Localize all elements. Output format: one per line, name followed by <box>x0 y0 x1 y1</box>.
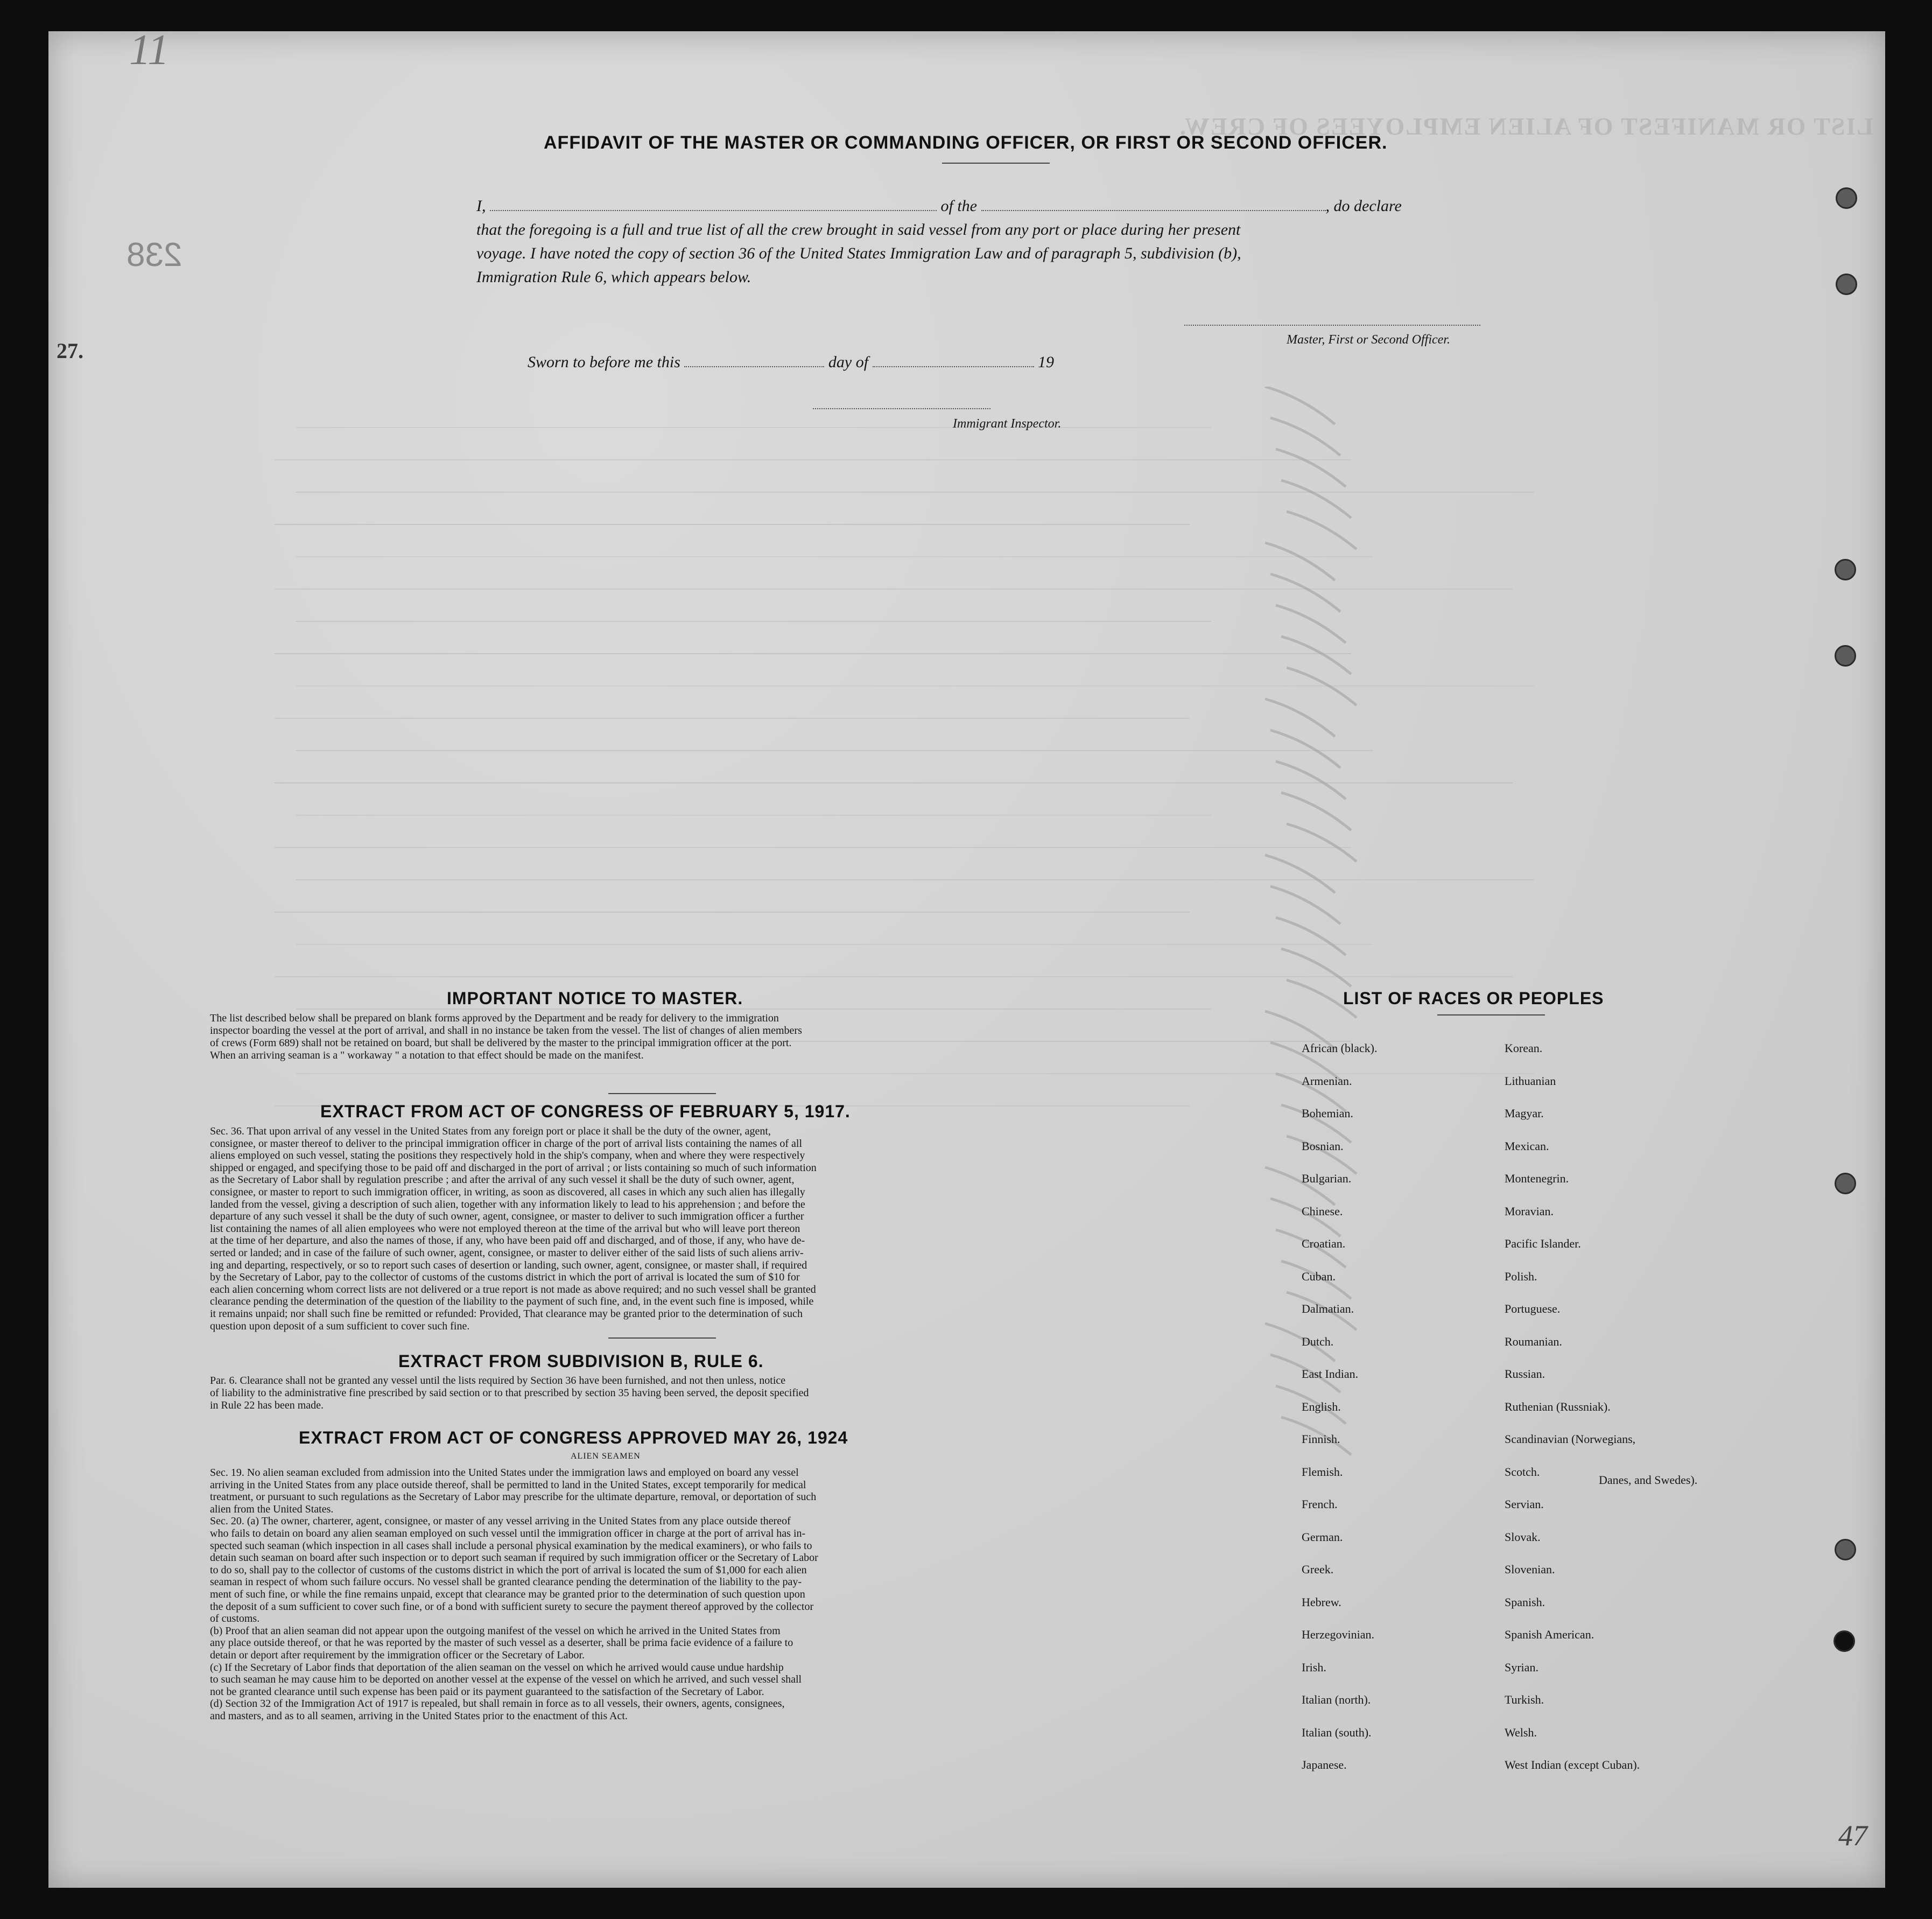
paragraph-line: detain such seaman on board after such inspection or to deport such seaman if required by such immigration officer or the Secretary of Labor <box>210 1552 818 1564</box>
paragraph-line: serted or landed; and in case of the failure of such owner, agent, consignee, or master to deliver either of the said lists of such aliens arriv- <box>210 1246 804 1259</box>
race-item: Magyar. <box>1505 1106 1544 1120</box>
margin-mark-left: 27. <box>57 339 83 363</box>
notice-title: IMPORTANT NOTICE TO MASTER. <box>447 989 743 1008</box>
margin-mark-top: 11 <box>129 26 170 74</box>
affidavit-line-2: that the foregoing is a full and true list of all the crew brought in said vessel from any port or place during her present <box>476 221 1241 239</box>
master-signature-line[interactable] <box>1184 325 1480 326</box>
officer-name-field[interactable] <box>490 210 937 211</box>
race-item: Spanish. <box>1505 1595 1545 1609</box>
sworn-line <box>528 353 1054 372</box>
paragraph-line: treatment, or pursuant to such regulations as the Secretary of Labor may prescribe for the ultimate departure, removal, or deportation of such <box>210 1491 817 1503</box>
race-item: Polish. <box>1505 1269 1537 1283</box>
paragraph-line: clearance pending the determination of the question of the liability to the payment of such fine, and, in the event such fine is imposed, while <box>210 1295 814 1308</box>
race-item: Japanese. <box>1302 1758 1347 1771</box>
paragraph-line: departure of any such vessel it shall be the duty of such owner, agent, consignee, or master to deliver to such immigration officer a further <box>210 1210 804 1223</box>
race-item: Dalmatian. <box>1302 1302 1354 1315</box>
bleed-through-tick <box>1287 512 1357 549</box>
paragraph-line: as the Secretary of Labor shall by regulation prescribe ; and after the arrival of any such vessel it shall be the duty of such owner, agent, <box>210 1174 795 1186</box>
race-item: Danes, and Swedes). <box>1599 1473 1698 1487</box>
paragraph-line: inspector boarding the vessel at the port of arrival, and shall in no instance be taken from the vessel. The list of changes of alien members <box>210 1025 802 1036</box>
race-item: Greek. <box>1302 1563 1334 1576</box>
bleed-through-line <box>275 912 1190 913</box>
races-title: LIST OF RACES OR PEOPLES <box>1343 989 1604 1008</box>
paragraph-line: Sec. 20. (a) The owner, charterer, agent, consignee, or master of any vessel arriving in the United States from any place outside thereof <box>210 1515 791 1528</box>
paragraph-line: list containing the names of all alien employees who were not employed thereon at the time of the arrival but who will leave port thereon <box>210 1222 800 1235</box>
paragraph-line: When an arriving seaman is a " workaway " a notation to that effect should be made on the manifest. <box>210 1049 644 1061</box>
paragraph-line: question upon deposit of a sum sufficient to cover such fine. <box>210 1320 470 1332</box>
race-item: Herzegovinian. <box>1302 1628 1374 1641</box>
vessel-name-field[interactable] <box>981 210 1326 211</box>
document-sheet <box>48 26 1885 1888</box>
race-item: Chinese. <box>1302 1204 1343 1218</box>
race-item: Ruthenian (Russniak). <box>1505 1399 1611 1413</box>
paragraph-line: each alien concerning whom correct lists are not delivered or a true report is not made as above required; and no such vessel shall be granted <box>210 1283 816 1295</box>
margin-number: 238 <box>127 236 182 274</box>
race-item: Roumanian. <box>1505 1334 1562 1348</box>
paragraph-line: (c) If the Secretary of Labor finds that deportation of the alien seaman on the vessel on which he arrived would cause undue hardship <box>210 1661 784 1673</box>
race-item: Spanish American. <box>1505 1628 1594 1641</box>
paragraph-line: at the time of her departure, and also the names of those, if any, who have been paid off and discharged, and of those, if any, who have de- <box>210 1235 805 1247</box>
paragraph-line: of customs. <box>210 1613 260 1625</box>
act1924-body <box>210 1467 1050 1722</box>
binder-hole <box>1835 1173 1856 1194</box>
race-item: West Indian (except Cuban). <box>1505 1758 1640 1771</box>
race-item: Korean. <box>1505 1041 1543 1055</box>
paragraph-line: ment of such fine, or while the fine remains unpaid, except that clearance may be granted prior to the determination of such question upon <box>210 1588 805 1600</box>
race-item: Italian (north). <box>1302 1693 1371 1706</box>
race-item: Slovenian. <box>1505 1563 1555 1576</box>
paragraph-line: the deposit of a sum sufficient to cover such fine, or of a bond with sufficient surety to secure the payment thereof approved by the collector <box>210 1600 814 1613</box>
race-item: French. <box>1302 1497 1338 1511</box>
paragraph-line: shipped or engaged, and specifying those to be paid off and discharged in the port of arrival ; or lists containing so much of such information <box>210 1161 817 1174</box>
act1917-title: EXTRACT FROM ACT OF CONGRESS OF FEBRUARY 5, 1917. <box>320 1102 851 1121</box>
paragraph-line: to do so, shall pay to the collector of customs of the customs district in which the port of arrival is located the sum of $1,000 for each alien <box>210 1564 807 1576</box>
race-item: Armenian. <box>1302 1074 1352 1088</box>
paragraph-line: seaman in respect of whom such failure occurs. No vessel shall be granted clearance pending the determination of the liability to the pay- <box>210 1576 802 1588</box>
paragraph-line: detain or deport after requirement by the immigration officer or the Secretary of Labor. <box>210 1649 585 1661</box>
binder-hole <box>1835 559 1856 580</box>
paragraph-line: Sec. 19. No alien seaman excluded from admission into the United States under the immigration laws and employed on board any vessel <box>210 1467 799 1479</box>
binder-hole <box>1835 1539 1856 1560</box>
sworn-month-field[interactable] <box>873 366 1034 367</box>
race-item: African (black). <box>1302 1041 1378 1055</box>
bleed-through-line <box>275 524 1190 525</box>
paragraph-line: and masters, and as to all seamen, arriving in the United States prior to the enactment of this Act. <box>210 1710 628 1722</box>
race-item: Scandinavian (Norwegians, <box>1505 1432 1636 1446</box>
race-item: Mexican. <box>1505 1139 1549 1153</box>
paragraph-line: (d) Section 32 of the Immigration Act of 1917 is repealed, but shall remain in force as to all vessels, their owners, agents, consignees, <box>210 1698 785 1710</box>
master-signature-label: Master, First or Second Officer. <box>1287 333 1450 347</box>
race-item: Slovak. <box>1505 1530 1541 1544</box>
inspector-signature-label: Immigrant Inspector. <box>953 417 1062 431</box>
affidavit-line-4: Immigration Rule 6, which appears below. <box>476 268 751 286</box>
paragraph-line: of crews (Form 689) shall not be retained on board, but shall be delivered by the master to the principal immigration officer at the port. <box>210 1037 792 1049</box>
race-item: Russian. <box>1505 1367 1545 1381</box>
bleed-through-tick <box>1287 824 1357 862</box>
paragraph-line: it remains unpaid; nor shall such fine be remitted or refunded: Provided, That clearance may be granted prior to the determination of such <box>210 1307 803 1320</box>
paragraph-line: ing and departing, respectively, or so to report such cases of desertion or landing, such owner, agent, consignee, or master shall, if required <box>210 1259 807 1271</box>
year-prefix: 19 <box>1038 353 1055 371</box>
do-declare-label: , do declare <box>1325 197 1402 215</box>
act1917-body <box>210 1125 1050 1332</box>
notice-body <box>210 1012 1050 1062</box>
bleed-through-line <box>275 653 1351 654</box>
race-item: Dutch. <box>1302 1334 1334 1348</box>
page-number-mark: 47 <box>1838 1819 1867 1852</box>
race-item: Portuguese. <box>1505 1302 1561 1315</box>
race-item: Hebrew. <box>1302 1595 1341 1609</box>
race-item: East Indian. <box>1302 1367 1359 1381</box>
bleed-through-line <box>275 847 1351 848</box>
paragraph-line: by the Secretary of Labor, pay to the collector of customs of the customs district in which the port of arrival is located the sum of $10 for <box>210 1271 800 1284</box>
race-item: Syrian. <box>1505 1660 1538 1674</box>
race-item: Croatian. <box>1302 1237 1346 1250</box>
races-rule <box>1437 1014 1545 1015</box>
race-item: Irish. <box>1302 1660 1326 1674</box>
sworn-day-field[interactable] <box>684 366 824 367</box>
bleed-through-line <box>296 1008 1211 1010</box>
i-label: I, <box>476 197 486 215</box>
race-item: Welsh. <box>1505 1725 1537 1739</box>
paragraph-line: The list described below shall be prepared on blank forms approved by the Department and be ready for delivery to the immigration <box>210 1012 779 1024</box>
rule6-body <box>210 1375 1050 1412</box>
bleed-through-line <box>296 556 1373 557</box>
paragraph-line: aliens employed on such vessel, stating the positions they respectively hold in the ship's company, when and where they were respectively <box>210 1150 805 1162</box>
paragraph-line: of liability to the administrative fine prescribed by said section or to that prescribed by section 35 having been served, the deposit specified <box>210 1387 809 1399</box>
act1917-rule <box>608 1337 716 1339</box>
paragraph-line: consignee, or master thereof to deliver to the principal immigration officer in charge of the port of arrival lists containing the names of all <box>210 1137 803 1150</box>
affidavit-rule <box>942 163 1050 164</box>
bleed-through-tick <box>1287 668 1357 705</box>
bleed-through-line <box>296 815 1211 816</box>
race-item: Lithuanian <box>1505 1074 1556 1088</box>
paragraph-line: to such seaman he may cause him to be deported on another vessel at the expense of the vessel on which he arrived, and such vessel shall <box>210 1673 802 1686</box>
paragraph-line: Par. 6. Clearance shall not be granted any vessel until the lists required by Section 36 have been furnished, and not then unless, notice <box>210 1375 786 1386</box>
paragraph-line: any place outside thereof, or that he was reported by the master of such vessel as a deserter, shall be prima facie evidence of a failure to <box>210 1637 793 1649</box>
race-item: Cuban. <box>1302 1269 1336 1283</box>
bleed-through-line <box>275 718 1190 719</box>
race-item: Bosnian. <box>1302 1139 1344 1153</box>
sworn-label: Sworn to before me this <box>528 353 680 371</box>
race-item: Moravian. <box>1505 1204 1554 1218</box>
paragraph-line: alien from the United States. <box>210 1503 334 1515</box>
rule6-title: EXTRACT FROM SUBDIVISION B, RULE 6. <box>398 1351 764 1371</box>
binder-hole <box>1836 274 1857 295</box>
paragraph-line: consignee, or master to report to such immigration officer, in writing, as soon as discovered, all cases in which any such alien has illegally <box>210 1186 805 1198</box>
race-item: Flemish. <box>1302 1465 1343 1479</box>
binder-hole <box>1835 645 1856 667</box>
race-item: Montenegrin. <box>1505 1172 1569 1185</box>
affidavit-title: AFFIDAVIT OF THE MASTER OR COMMANDING OFFICER, OR FIRST OR SECOND OFFICER. <box>544 132 1388 153</box>
day-of-label: day of <box>828 353 869 371</box>
race-item: Bulgarian. <box>1302 1172 1352 1185</box>
act1924-title: EXTRACT FROM ACT OF CONGRESS APPROVED MAY 26, 1924 <box>299 1428 848 1447</box>
bleed-through-line <box>296 427 1211 428</box>
bleed-through-line <box>296 944 1373 945</box>
bleed-through-heading: LIST OR MANIFEST OF ALIEN EMPLOYEES OF CREW. <box>1178 113 1873 140</box>
race-item: Finnish. <box>1302 1432 1340 1446</box>
race-item: English. <box>1302 1399 1341 1413</box>
bleed-through-line <box>296 750 1373 751</box>
binder-hole <box>1836 187 1857 209</box>
race-item: Scotch. <box>1505 1465 1540 1479</box>
affidavit-line-3: voyage. I have noted the copy of section 36 of the United States Immigration Law and of paragraph 5, subdivision (b), <box>476 244 1241 262</box>
race-item: Bohemian. <box>1302 1106 1353 1120</box>
affidavit-line-1 <box>476 197 1580 215</box>
race-item: Turkish. <box>1505 1693 1544 1706</box>
paragraph-line: who fails to detain on board any alien seaman employed on such vessel until the immigration officer in charge at the port of arrival has in- <box>210 1527 806 1539</box>
bleed-through-line <box>296 621 1211 622</box>
of-the-label: of the <box>940 197 977 215</box>
binder-hole <box>1833 1630 1855 1652</box>
paragraph-line: not be granted clearance until such expense has been paid or its payment guaranteed to the satisfaction of the Secretary of Labor. <box>210 1685 764 1698</box>
paragraph-line: spected such seaman (which inspection in all cases shall include a personal physical examination by the medical examiners), or who fails to <box>210 1539 812 1552</box>
paragraph-line: arriving in the United States from any place outside thereof, shall be permitted to land in the United States, except temporarily for medical <box>210 1479 806 1491</box>
paragraph-line: (b) Proof that an alien seaman did not appear upon the outgoing manifest of the vessel on which he arrived in the United States from <box>210 1624 781 1637</box>
paragraph-line: Sec. 36. That upon arrival of any vessel in the United States from any foreign port or place it shall be the duty of the owner, agent, <box>210 1125 771 1137</box>
inspector-signature-line[interactable] <box>813 408 990 409</box>
bleed-through-line <box>275 459 1351 460</box>
race-item: Pacific Islander. <box>1505 1237 1581 1250</box>
notice-rule <box>608 1093 716 1094</box>
race-item: German. <box>1302 1530 1343 1544</box>
race-item: Italian (south). <box>1302 1725 1372 1739</box>
paragraph-line: in Rule 22 has been made. <box>210 1399 324 1411</box>
race-item: Servian. <box>1505 1497 1544 1511</box>
paragraph-line: landed from the vessel, giving a description of such alien, together with any information likely to lead to his apprehension ; and before the <box>210 1198 805 1210</box>
act1924-subtitle: ALIEN SEAMEN <box>571 1452 641 1461</box>
